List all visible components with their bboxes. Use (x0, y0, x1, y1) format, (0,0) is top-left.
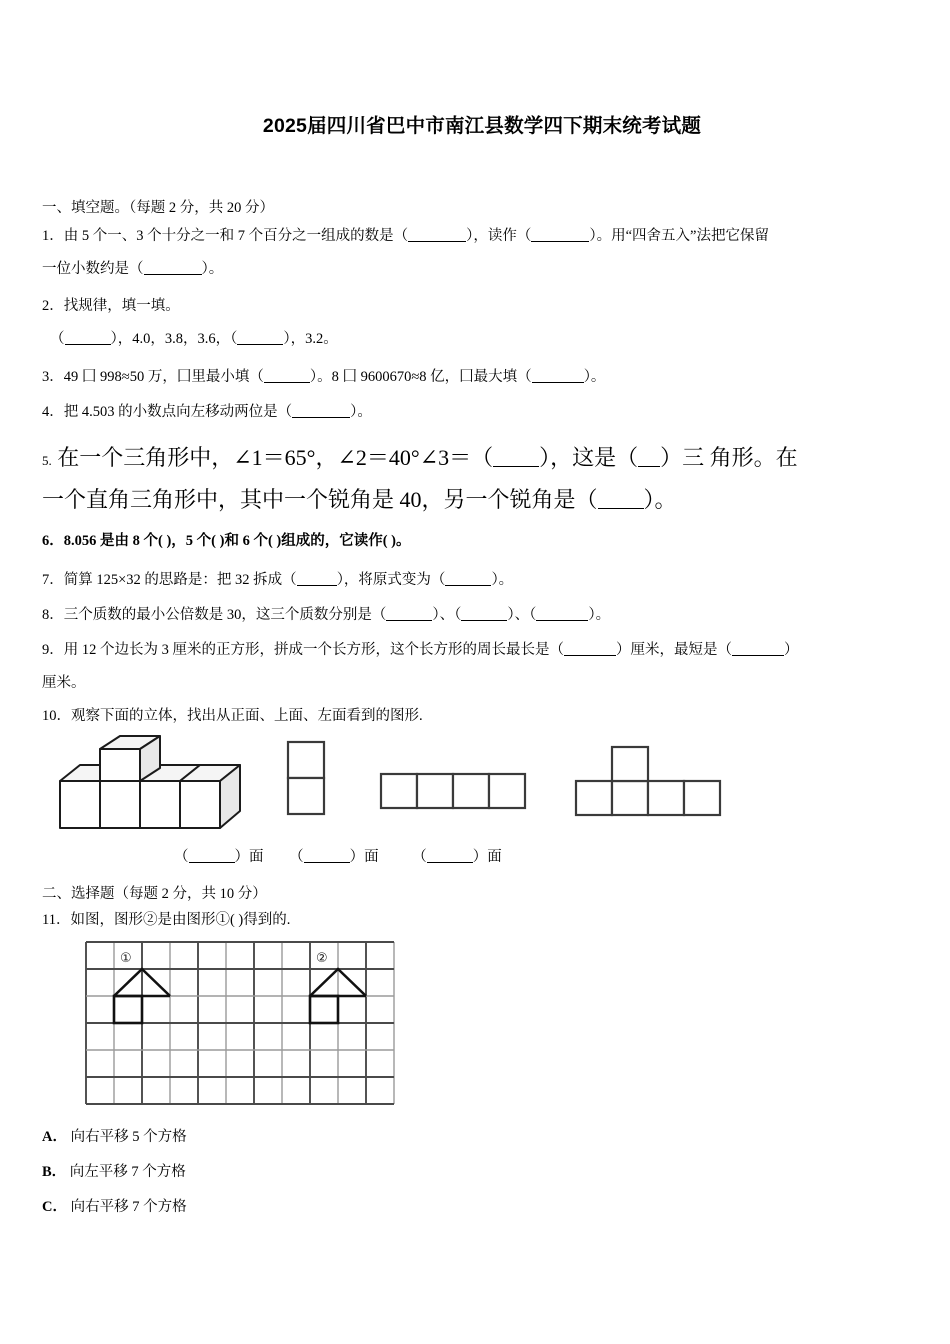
q5-blank-1[interactable] (493, 453, 539, 467)
q10-answer-top (289, 845, 379, 866)
question-1-line-2 (42, 259, 223, 280)
q9-text-c: ） (784, 642, 799, 658)
q10-blank-3[interactable] (427, 851, 473, 863)
question-6 (42, 531, 411, 552)
q1-l2-text-b: ）。 (201, 261, 224, 277)
q5-l2-a: 一个直角三角形中，其中一个锐角是 40，另一个锐角是（ (42, 487, 598, 512)
q10-answer-left (412, 845, 502, 866)
question-2-line-1 (42, 296, 180, 317)
option-c[interactable] (42, 1195, 187, 1216)
q2-blank-2[interactable] (237, 333, 283, 345)
page-title: 2025届四川省巴中市南江县数学四下期末统考试题 (262, 115, 702, 137)
q9-text-b: ）厘米，最短是（ (616, 642, 732, 658)
q10-blank-2[interactable] (304, 851, 350, 863)
q1-text-c: ）。用“四舍五入”法把它保留 (589, 228, 769, 244)
figure-label-one: ① (120, 951, 132, 966)
q10-paren-a: （ (174, 849, 189, 865)
q5-text-b: ），这是（ (539, 445, 639, 470)
option-a-text: 向右平移 5 个方格 (70, 1129, 187, 1145)
q9-number: 9． (42, 642, 64, 658)
question-5-line-1 (42, 440, 798, 476)
isometric-cube-solid-figure (52, 733, 252, 843)
q4-text-a: 把 4.503 的小数点向左移动两位是（ (63, 404, 293, 420)
question-1-line-1 (42, 226, 769, 247)
q5-number: 5. (42, 453, 52, 468)
q9-blank-2[interactable] (732, 644, 784, 656)
q8-blank-2[interactable] (461, 609, 507, 621)
q5-text-c: ）三 角形。在 (660, 445, 798, 470)
q3-text-a: 49 囗 998≈50 万，囗里最小填（ (63, 369, 264, 385)
q8-text-a: 三个质数的最小公倍数是 30，这三个质数分别是（ (63, 607, 387, 623)
q8-number: 8． (42, 607, 64, 623)
question-4 (42, 402, 372, 423)
question-10 (42, 706, 423, 727)
horizontal-row-four-figure (377, 768, 557, 838)
figure-label-two: ② (316, 951, 328, 966)
section-one-heading: 一、填空题。（每题 2 分，共 20 分） (42, 200, 274, 216)
q11-number: 11． (42, 912, 71, 928)
option-c-label: C． (42, 1199, 67, 1215)
q10-label-c: ）面 (472, 849, 502, 865)
t-shape-figure (572, 736, 752, 836)
question-10-figures (42, 728, 922, 848)
option-b-text: 向左平移 7 个方格 (69, 1164, 186, 1180)
option-b-label: B． (42, 1164, 67, 1180)
q7-text-a: 简算 125×32 的思路是：把 32 拆成（ (63, 572, 297, 588)
q8-text-c: ）、（ (507, 607, 537, 623)
question-11 (42, 910, 290, 931)
q1-blank-3[interactable] (144, 263, 202, 275)
q2-number: 2． (42, 298, 64, 314)
q3-number: 3． (42, 369, 64, 385)
q7-blank-2[interactable] (445, 574, 491, 586)
q2-l2-b: ），4.0，3.8，3.6，（ (110, 331, 238, 347)
q10-answer-front (174, 845, 264, 866)
option-a-label: A． (42, 1129, 67, 1145)
q10-text: 观察下面的立体，找出从正面、上面、左面看到的图形. (71, 708, 423, 724)
q2-l2-c: ），3.2。 (283, 331, 338, 347)
q4-text-b: ）。 (350, 404, 372, 420)
q6-text: 8.056 是由 8 个( )，5 个( )和 6 个( )组成的，它读作( )。 (63, 533, 411, 549)
q1-blank-2[interactable] (531, 230, 589, 242)
q8-blank-1[interactable] (386, 609, 432, 621)
q9-blank-1[interactable] (564, 644, 616, 656)
q3-blank-2[interactable] (532, 371, 584, 383)
option-c-text: 向右平移 7 个方格 (70, 1199, 187, 1215)
question-2-line-2 (50, 329, 338, 350)
q3-text-c: ）。 (583, 369, 606, 385)
question-5-line-2 (42, 482, 677, 518)
q8-blank-3[interactable] (536, 609, 588, 621)
q10-number: 10． (42, 708, 71, 724)
question-10-answer-row (42, 845, 922, 866)
q7-text-c: ）。 (491, 572, 514, 588)
q3-blank-1[interactable] (264, 371, 310, 383)
q2-l2-a: （ (50, 331, 65, 347)
q8-text-b: ）、（ (432, 607, 462, 623)
q10-label-b: ）面 (349, 849, 379, 865)
vertical-domino-figure (282, 736, 342, 836)
q6-number: 6． (42, 533, 64, 549)
q2-text: 找规律，填一填。 (63, 298, 180, 314)
q1-text-a: 由 5 个一、3 个十分之一和 7 个百分之一组成的数是（ (63, 228, 409, 244)
q5-blank-3[interactable] (598, 495, 644, 509)
q7-number: 7． (42, 572, 64, 588)
q3-text-b: ）。8 囗 9600670≈8 亿，囗最大填（ (309, 369, 532, 385)
question-9-line-1 (42, 640, 799, 661)
q4-blank-1[interactable] (292, 406, 350, 418)
q1-number: 1． (42, 228, 64, 244)
q10-label-a: ）面 (234, 849, 264, 865)
q10-paren-c: （ (412, 849, 427, 865)
question-11-grid-figure (82, 938, 402, 1108)
q1-blank-1[interactable] (408, 230, 466, 242)
q7-text-b: ），将原式变为（ (336, 572, 446, 588)
question-8 (42, 605, 610, 626)
q1-text-b: ），读作（ (466, 228, 532, 244)
question-3 (42, 367, 605, 388)
q5-blank-2[interactable] (638, 453, 660, 467)
q8-text-d: ）。 (588, 607, 611, 623)
question-7 (42, 570, 513, 591)
q9-text-a: 用 12 个边长为 3 厘米的正方形，拼成一个长方形，这个长方形的周长最长是（ (63, 642, 564, 658)
option-a[interactable] (42, 1125, 187, 1146)
q10-paren-b: （ (289, 849, 304, 865)
q10-blank-1[interactable] (189, 851, 235, 863)
q2-blank-1[interactable] (65, 333, 111, 345)
section-two-heading: 二、选择题（每题 2 分，共 10 分） (42, 886, 267, 902)
q4-number: 4． (42, 404, 64, 420)
option-b[interactable] (42, 1160, 186, 1181)
q5-text-a: 在一个三角形中，∠1＝65°，∠2＝40°∠3＝（ (57, 445, 494, 470)
q11-text: 如图，图形②是由图形①( )得到的. (70, 912, 291, 928)
q7-blank-1[interactable] (297, 574, 337, 586)
q5-l2-b: ）。 (643, 487, 677, 512)
q1-l2-text-a: 一位小数约是（ (42, 261, 144, 277)
question-9-line-2: 厘米。 (42, 675, 86, 691)
